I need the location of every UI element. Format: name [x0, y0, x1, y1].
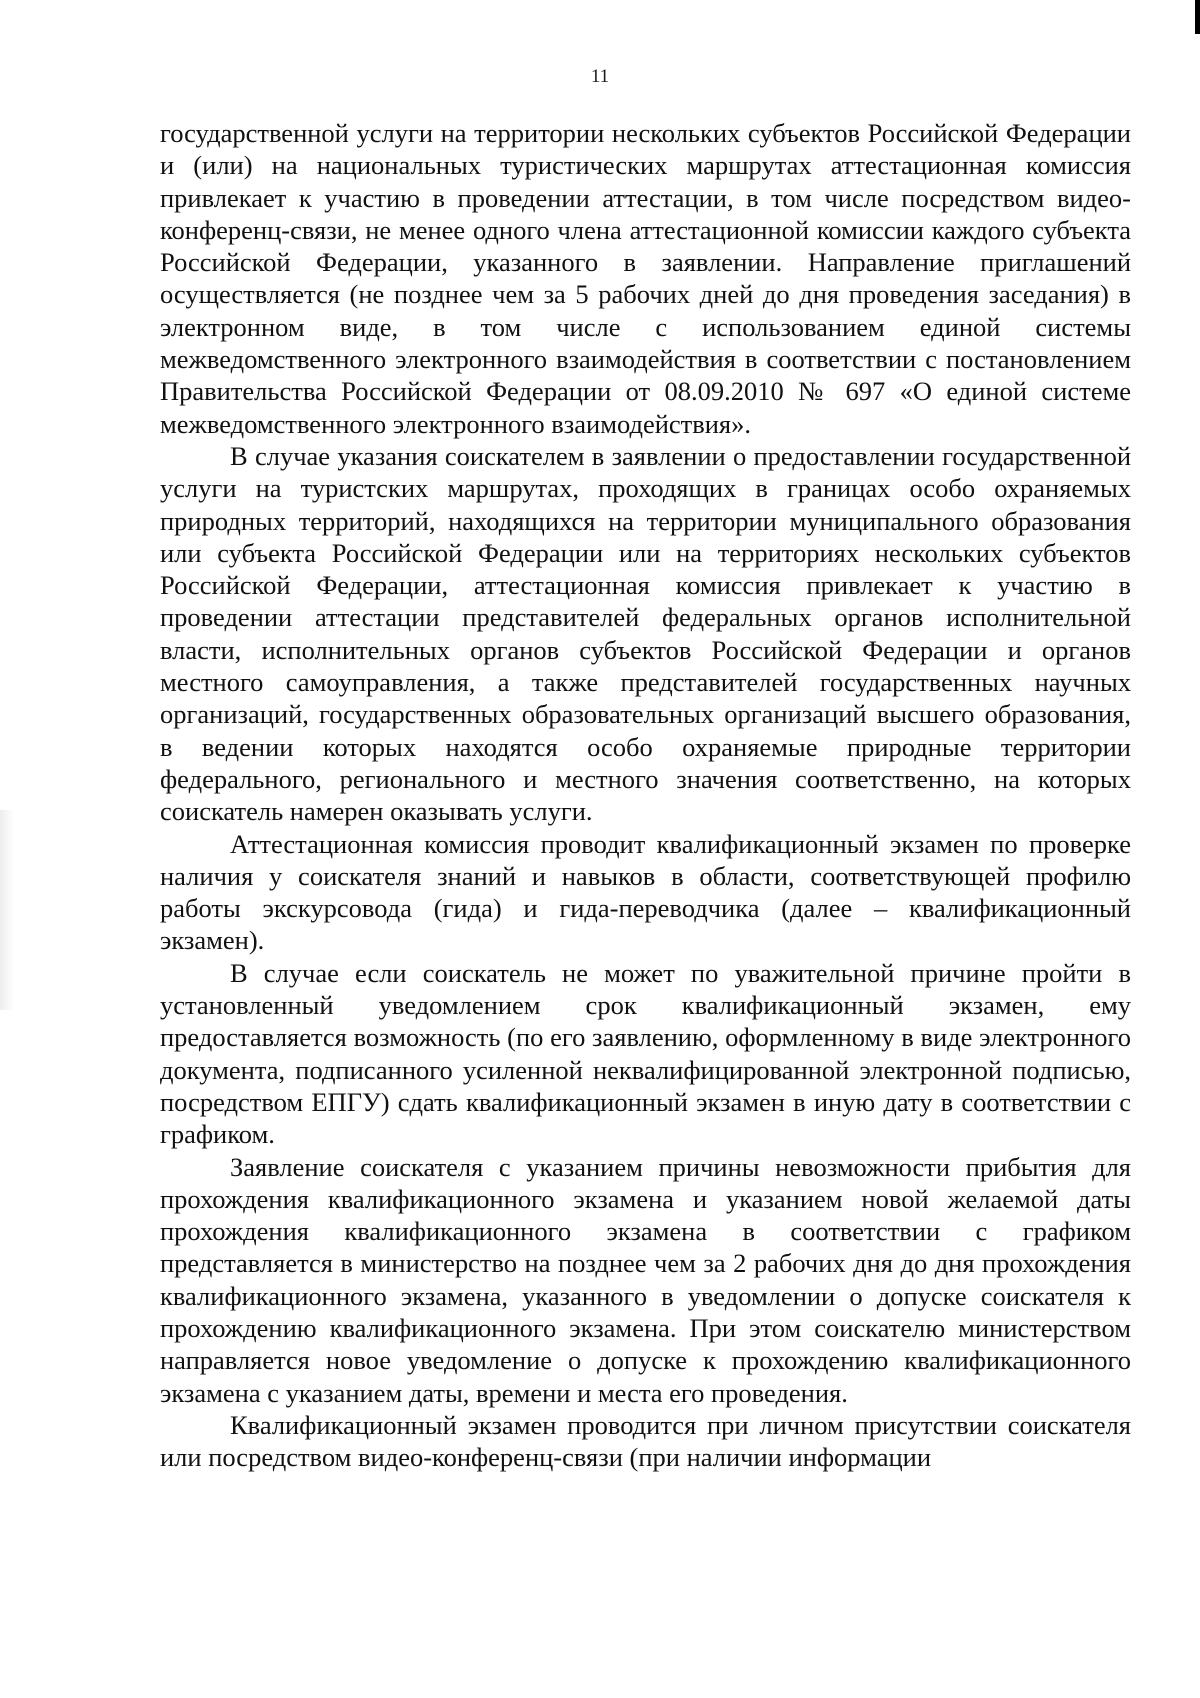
document-body	[160, 117, 1131, 1473]
scan-shadow	[0, 810, 14, 1010]
paragraph-3: Аттестационная комиссия проводит квалификационный экзамен по проверке наличия у соискателя знаний и навыков в области, соответствующей профилю работы экскурсовода (гида) и гида-переводчика (далее – квалификационный экзамен).	[160, 828, 1131, 956]
paragraph-1: государственной услуги на территории нескольких субъектов Российской Федерации и (или) на национальных туристических маршрутах аттестационная комиссия привлекает к участию в проведении аттестации, в том числе посредством видео-конференц-связи, не менее одного члена аттестационной комиссии каждого субъекта Российской Федерации, указанного в заявлении. Направление приглашений осуществляется (не позднее чем за 5 рабочих дней до дня проведения заседания) в электронном виде, в том числе с использованием единой системы межведомственного электронного взаимодействия в соответствии с постановлением Правительства Российской Федерации от 08.09.2010 № 697 «О единой системе межведомственного электронного взаимодействия».	[160, 118, 1131, 439]
paragraph-4: В случае если соискатель не может по уважительной причине пройти в установленный уведомлением срок квалификационный экзамен, ему предоставляется возможность (по его заявлению, оформленному в виде электронного документа, подписанного усиленной неквалифицированной электронной подписью, посредством ЕПГУ) сдать квалификационный экзамен в иную дату в соответствии с графиком.	[160, 957, 1131, 1150]
scan-edge-mark	[1195, 0, 1200, 34]
paragraph-2: В случае указания соискателем в заявлении о предоставлении государственной услуги на туристских маршрутах, проходящих в границах особо охраняемых природных территорий, находящихся на территории муниципального образования или субъекта Российской Федерации или на территориях нескольких субъектов Российской Федерации, аттестационная комиссия привлекает к участию в проведении аттестации представителей федеральных органов исполнительной власти, исполнительных органов субъектов Российской Федерации и органов местного самоуправления, а также представителей государственных научных организаций, государственных образовательных организаций высшего образования, в ведении которых находятся особо охраняемые природные территории федерального, регионального и местного значения соответственно, на которых соискатель намерен оказывать услуги.	[160, 440, 1131, 827]
paragraph-6: Квалификационный экзамен проводится при личном присутствии соискателя или посредством видео-конференц-связи (при наличии информации	[160, 1409, 1131, 1473]
paragraph-5: Заявление соискателя с указанием причины невозможности прибытия для прохождения квалификационного экзамена и указанием новой желаемой даты прохождения квалификационного экзамена в соответствии с графиком представляется в министерство на позднее чем за 2 рабочих дня до дня прохождения квалификационного экзамена, указанного в уведомлении о допуске соискателя к прохождению квалификационного экзамена. При этом соискателю министерством направляется новое уведомление о допуске к прохождению квалификационного экзамена с указанием даты, времени и места его проведения.	[160, 1151, 1131, 1408]
page-number: 11	[590, 66, 610, 87]
